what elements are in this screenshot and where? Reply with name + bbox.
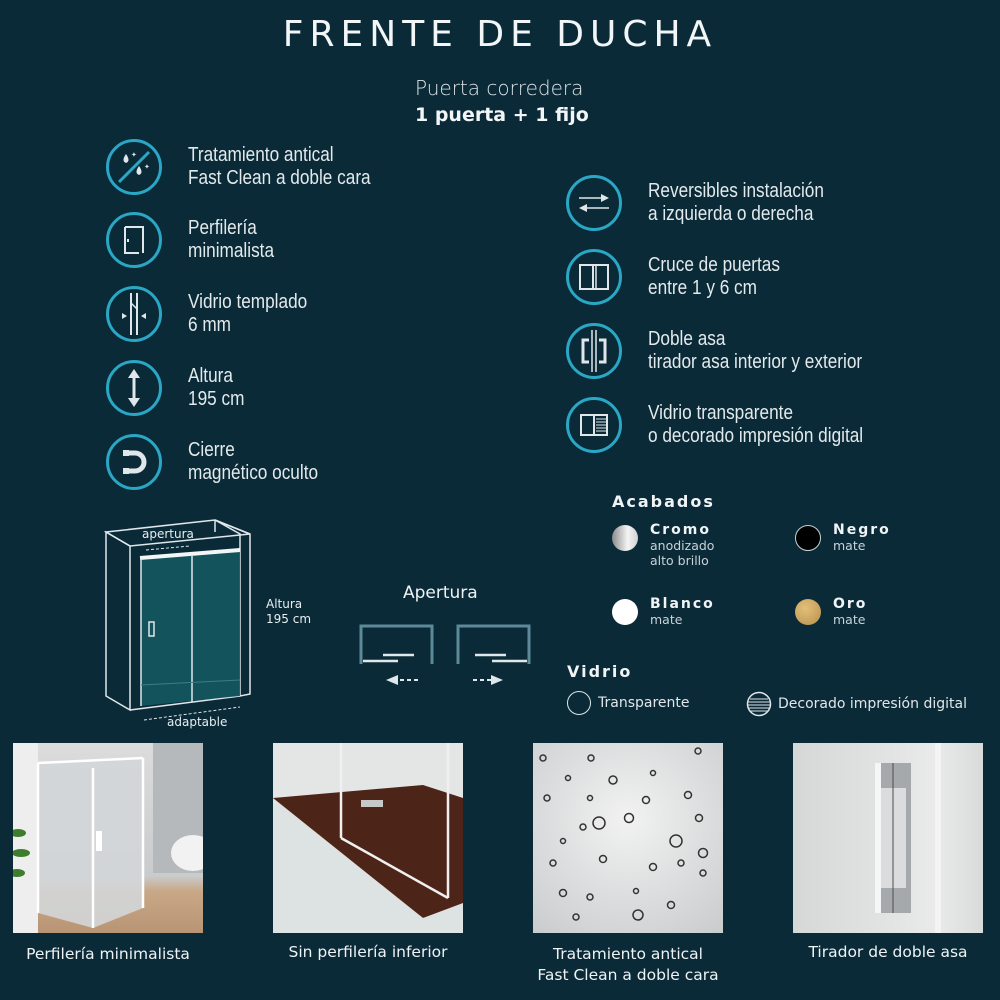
photo-double-handle [793, 743, 983, 933]
photo-caption [243, 942, 493, 963]
minimal-profile-door-icon [106, 212, 162, 268]
finish-desc: mate [650, 612, 683, 627]
feature-overlap [566, 249, 801, 305]
finish-name: Oro [833, 596, 868, 612]
feature-line2: entre 1 y 6 cm [648, 277, 757, 299]
decorated-glass-icon [746, 691, 772, 717]
photo-caption [763, 942, 1000, 963]
altura-value: 195 cm [266, 612, 312, 626]
feature-line2: o decorado impresión digital [648, 425, 864, 447]
adaptable-dimension-label: adaptable [167, 715, 228, 729]
feature-line1: Perfilería [188, 217, 257, 239]
white-swatch [612, 599, 638, 625]
finish-gold [795, 596, 867, 627]
finish-name: Negro [833, 522, 891, 538]
product-config: 1 puerta + 1 fijo [415, 104, 589, 126]
feature-line2: tirador asa interior y exterior [648, 351, 863, 373]
glass-title: Vidrio [567, 662, 633, 681]
finish-chrome [612, 522, 714, 568]
glass-option-decorated [746, 691, 967, 717]
finish-desc: alto brillo [650, 553, 709, 568]
feature-line1: Cierre [188, 439, 235, 461]
finish-desc: mate [833, 612, 866, 627]
reversible-arrows-icon [566, 175, 622, 231]
finish-desc: anodizado [650, 538, 715, 553]
double-handle-icon [566, 323, 622, 379]
feature-line1: Altura [188, 365, 233, 387]
feature-line2: minimalista [188, 240, 275, 262]
feature-antical [106, 139, 400, 195]
feature-magnetic [106, 434, 339, 490]
glass-option-label: Decorado impresión digital [778, 696, 967, 712]
feature-reversible [566, 175, 853, 231]
glass-type-icon [566, 397, 622, 453]
apertura-dimension-label: apertura [142, 527, 194, 541]
feature-line1: Reversibles instalación [648, 180, 824, 202]
photo-caption [0, 944, 233, 965]
opening-right-icon [455, 620, 535, 695]
opening-title: Apertura [403, 583, 478, 603]
finish-name: Cromo [650, 522, 712, 538]
black-swatch [795, 525, 821, 551]
caption-line: Tirador de doble asa [808, 943, 968, 961]
glass-option-transparent [567, 691, 690, 715]
height-arrow-icon [106, 360, 162, 416]
finish-desc: mate [833, 538, 866, 553]
magnet-icon [106, 434, 162, 490]
transparent-glass-icon [567, 691, 591, 715]
anti-limescale-drops-icon [106, 139, 162, 195]
feature-profile [106, 212, 288, 268]
feature-line2: 6 mm [188, 314, 231, 336]
feature-line2: 195 cm [188, 388, 245, 410]
caption-line: Fast Clean a doble cara [537, 966, 719, 984]
photo-caption [503, 944, 753, 986]
feature-line1: Vidrio transparente [648, 402, 794, 424]
product-type: Puerta corredera [415, 76, 584, 100]
feature-line2: Fast Clean a doble cara [188, 167, 371, 189]
caption-line: Tratamiento antical [553, 945, 703, 963]
photo-no-bottom-profile [273, 743, 463, 933]
opening-left-icon [358, 620, 438, 695]
caption-line: Sin perfilería inferior [288, 943, 448, 961]
glass-option-label: Transparente [598, 695, 690, 711]
finish-name: Blanco [650, 596, 715, 612]
finishes-title: Acabados [612, 492, 715, 511]
feature-line2: magnético oculto [188, 462, 319, 484]
finish-black [795, 522, 891, 553]
height-dimension-label [266, 597, 311, 627]
door-overlap-icon [566, 249, 622, 305]
feature-line1: Cruce de puertas [648, 254, 780, 276]
feature-line1: Doble asa [648, 328, 726, 350]
svg-text:✦: ✦ [131, 152, 137, 159]
photo-minimal-profile [13, 743, 203, 933]
svg-text:✦: ✦ [144, 164, 150, 171]
tempered-glass-icon [106, 286, 162, 342]
altura-label: Altura [266, 597, 303, 611]
feature-line1: Tratamiento antical [188, 144, 334, 166]
finish-white [612, 596, 715, 627]
feature-line1: Vidrio templado [188, 291, 308, 313]
photo-antical-drops [533, 743, 723, 933]
page-title: FRENTE DE DUCHA [282, 14, 718, 55]
feature-line2: a izquierda o derecha [648, 203, 814, 225]
gold-swatch [795, 599, 821, 625]
shower-dimension-diagram [100, 510, 260, 735]
feature-double-handle [566, 323, 897, 379]
caption-line: Perfilería minimalista [26, 945, 190, 963]
feature-height [106, 360, 254, 416]
chrome-swatch [612, 525, 638, 551]
feature-glass-type [566, 397, 898, 453]
feature-glass [106, 286, 327, 342]
